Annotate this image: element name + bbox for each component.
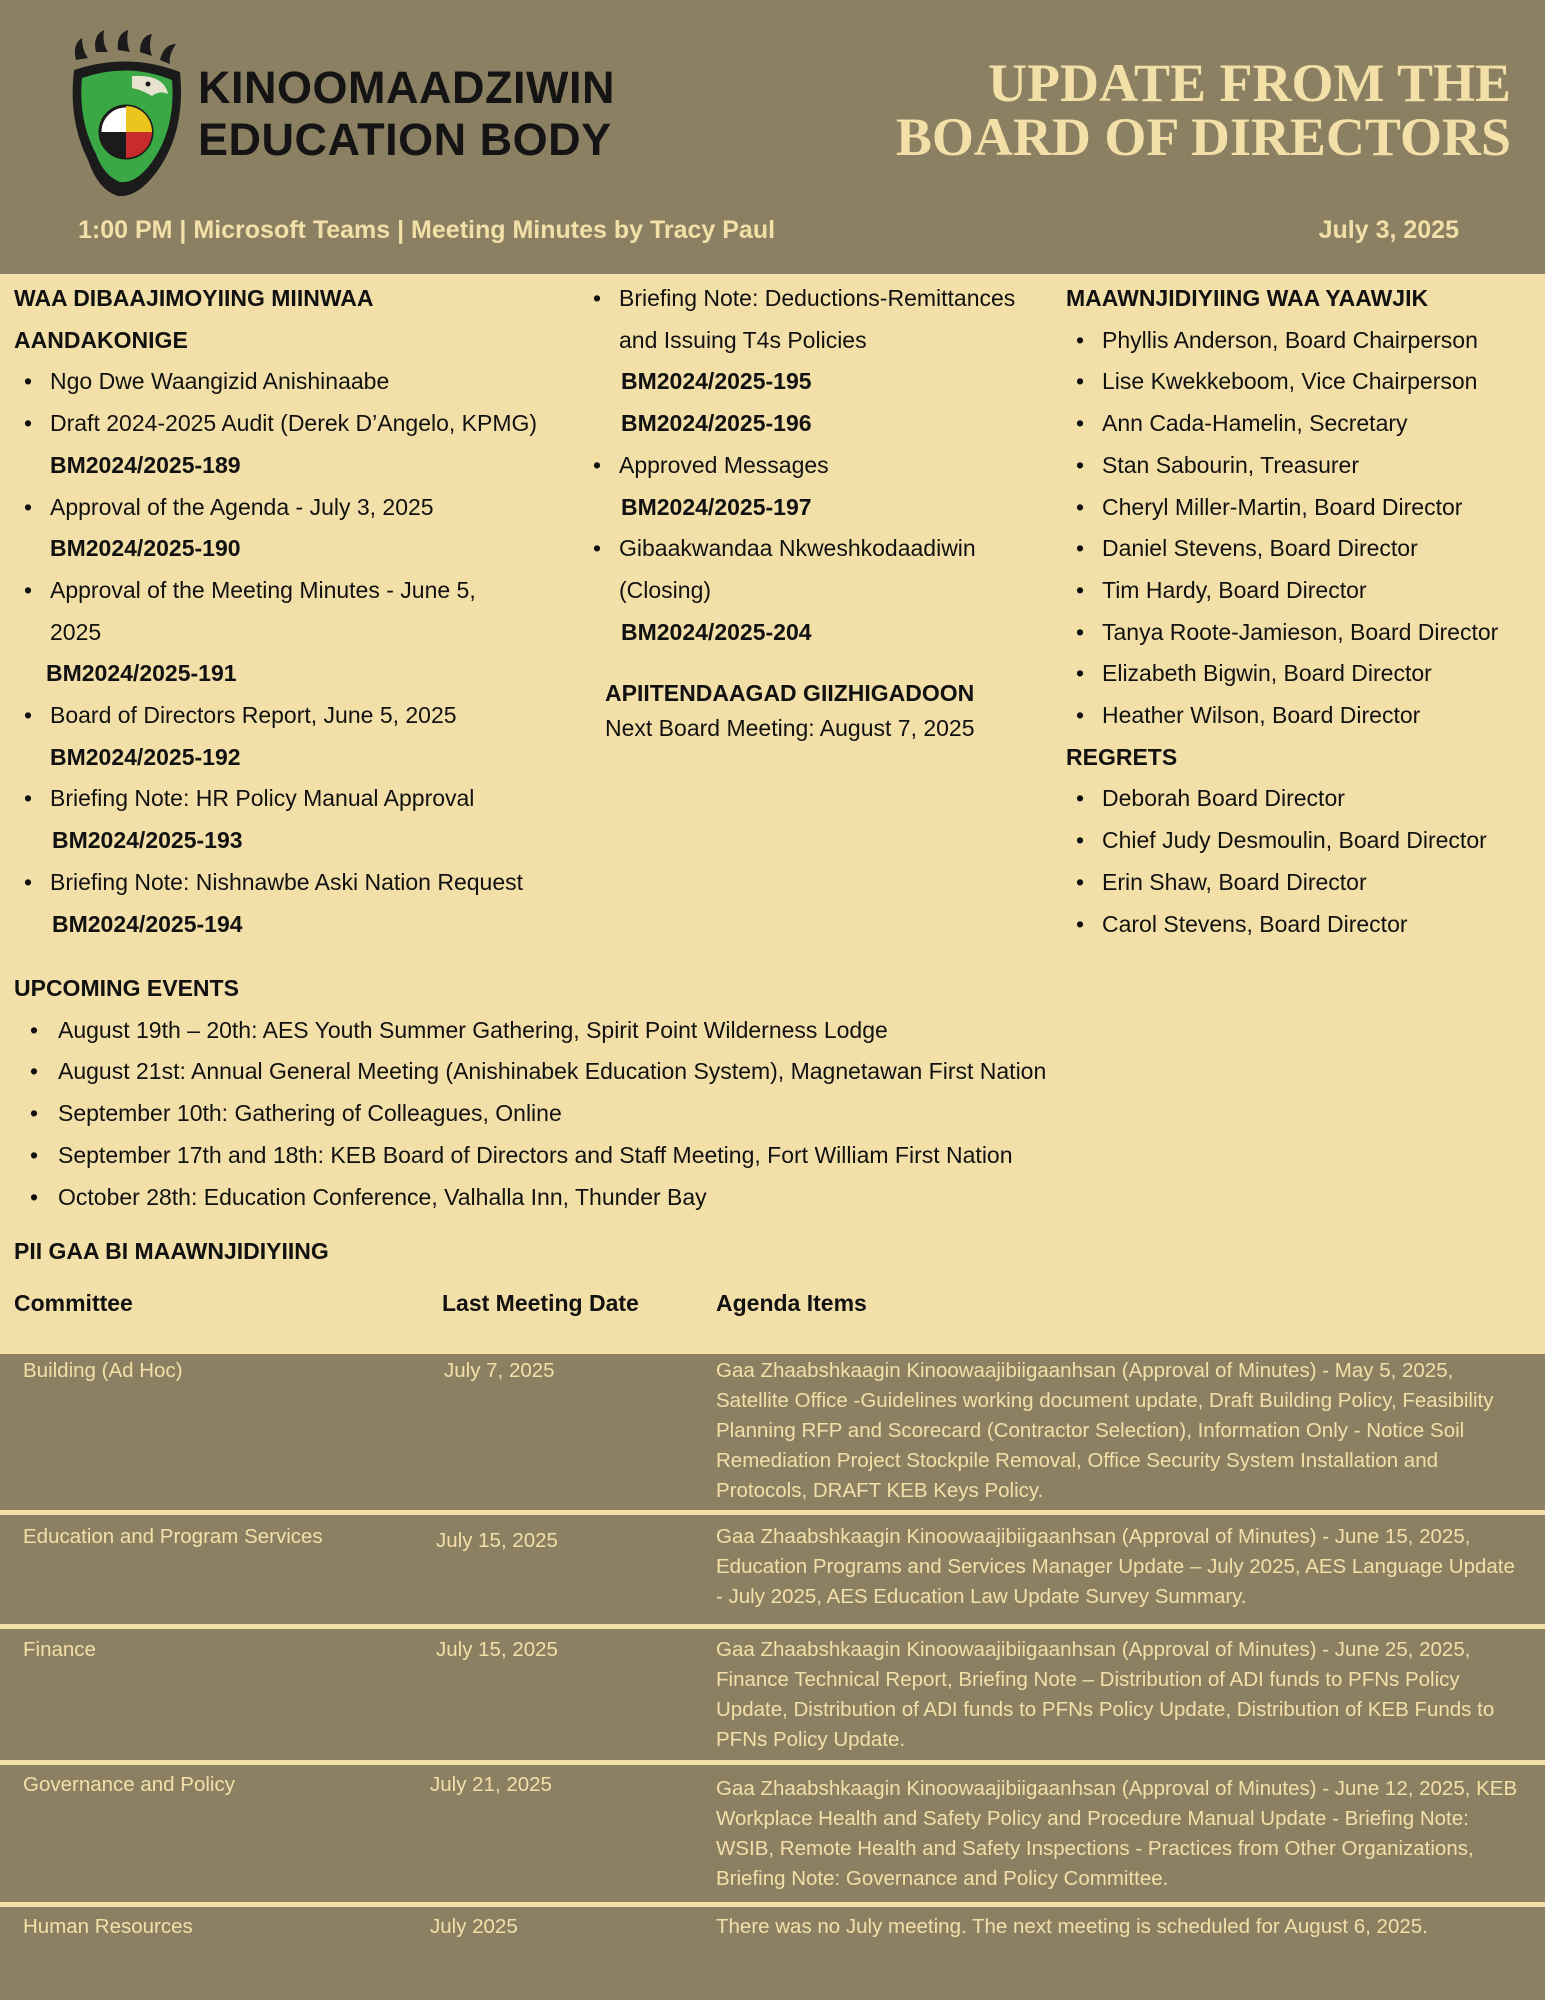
committee-date: July 7, 2025 [444,1359,555,1382]
committees-heading: PII GAA BI MAAWNJIDIYIING [14,1238,329,1264]
committees-table [0,1354,1545,2000]
agenda-column-2 [583,278,1043,745]
committee-agenda: There was no July meeting. The next meeting is scheduled for August 6, 2025. [716,1915,1428,1938]
motion-code: BM2024/2025-191 [46,660,237,687]
page-title-line2: BOARD OF DIRECTORS [895,107,1511,167]
committee-agenda: Gaa Zhaabshkaagin Kinoowaajibiigaanhsan (Approval of Minutes) - May 5, 2025, Satellite Office -Guidelines working document update, Draft Building Policy, Feasibility Planning RFP and Scorecard (Contractor Selection), Information Only - Notice Soil Remediation Project Stockpile Removal, Office Security System Installation and Protocols, DRAFT KEB Keys Policy. [716,1359,1494,1502]
regrets-list [1066,778,1536,945]
agenda-column [14,278,574,945]
attendee: • Ann Cada-Hamelin, Secretary [1066,403,1536,445]
motion-code: BM2024/2025-193 [52,827,243,854]
agenda-item: • Gibaakwandaa Nkweshkodaadiwin (Closing) [583,528,1039,611]
attendee: • Tim Hardy, Board Director [1066,570,1536,612]
committee-name: Human Resources [23,1915,193,1938]
motion-code: BM2024/2025-194 [52,910,243,937]
row-divider [0,1902,1545,1907]
event-item: • October 28th: Education Conference, Valhalla Inn, Thunder Bay [14,1177,1214,1219]
committee-name: Finance [23,1638,96,1661]
committee-agenda: Gaa Zhaabshkaagin Kinoowaajibiigaanhsan (Approval of Minutes) - June 15, 2025, Education Programs and Services Manager Update – July 2025, AES Language Update - July 2025, AES Education Law Update Survey Summary. [716,1525,1515,1608]
column-header-date: Last Meeting Date [442,1290,639,1316]
upcoming-events [14,968,1214,1218]
committee-name: Education and Program Services [23,1525,323,1548]
committee-date: July 15, 2025 [436,1638,558,1661]
motion-code: BM2024/2025-197 [621,493,812,520]
committee-agenda: Gaa Zhaabshkaagin Kinoowaajibiigaanhsan (Approval of Minutes) - June 25, 2025, Finance Technical Report, Briefing Note – Distribution of ADI funds to PFNs Policy Update, Distribution of ADI funds to PFNs Policy Update, Distribution of KEB Funds to PFNs Policy Update. [716,1638,1495,1751]
regret: • Erin Shaw, Board Director [1066,862,1536,904]
org-name-line2: EDUCATION BODY [198,114,612,165]
attendee: • Heather Wilson, Board Director [1066,695,1536,737]
events-heading: UPCOMING EVENTS [14,975,239,1001]
agenda-item: • Briefing Note: HR Policy Manual Approval [14,778,574,820]
row-divider [0,1624,1545,1629]
attendees-list [1066,320,1536,737]
attendees-heading: MAAWNJIDIYIING WAA YAAWJIK [1066,285,1429,311]
event-item: • August 21st: Annual General Meeting (Anishinabek Education System), Magnetawan First Nation [14,1051,1214,1093]
bear-claw-medicine-wheel-logo-icon [68,30,188,200]
column-header-committee: Committee [14,1290,133,1316]
row-divider [0,1760,1545,1765]
next-meeting-text: Next Board Meeting: August 7, 2025 [605,715,975,742]
page-title [895,53,1511,167]
next-meeting-heading: APIITENDAAGAD GIIZHIGADOON [605,680,975,707]
attendee: • Daniel Stevens, Board Director [1066,528,1536,570]
regret: • Chief Judy Desmoulin, Board Director [1066,820,1536,862]
agenda-item: • Approval of the Agenda - July 3, 2025 [14,487,574,529]
motion-code: BM2024/2025-195 [621,368,812,395]
event-item: • September 10th: Gathering of Colleagues, Online [14,1093,1214,1135]
attendee: • Stan Sabourin, Treasurer [1066,445,1536,487]
attendee: • Tanya Roote-Jamieson, Board Director [1066,612,1536,654]
agenda-item: • Approval of the Meeting Minutes - June 5, 2025 [14,570,520,653]
committee-date: July 21, 2025 [430,1773,552,1796]
motion-code: BM2024/2025-204 [621,618,812,645]
agenda-item: • Draft 2024-2025 Audit (Derek D’Angelo, KPMG) [14,403,574,445]
agenda-heading-line1: WAA DIBAAJIMOYIING MIINWAA [14,285,374,311]
column-header-agenda: Agenda Items [716,1290,867,1316]
attendee: • Phyllis Anderson, Board Chairperson [1066,320,1536,362]
motion-code: BM2024/2025-196 [621,410,812,437]
committee-name: Governance and Policy [23,1773,235,1796]
org-name-line1: KINOOMAADZIWIN [198,62,615,113]
committee-date: July 15, 2025 [436,1529,558,1552]
events-list [14,1010,1214,1219]
header-banner [0,0,1545,274]
agenda-heading-line2: AANDAKONIGE [14,326,188,353]
regret: • Deborah Board Director [1066,778,1536,820]
meeting-date: July 3, 2025 [1318,216,1459,244]
meeting-meta: 1:00 PM | Microsoft Teams | Meeting Minutes by Tracy Paul [78,216,776,244]
committee-date: July 2025 [430,1915,518,1938]
agenda-list-2 [583,278,1043,653]
agenda-item: • Approved Messages [583,445,1043,487]
committee-agenda: Gaa Zhaabshkaagin Kinoowaajibiigaanhsan (Approval of Minutes) - June 12, 2025, KEB Workplace Health and Safety Policy and Procedure Manual Update - Briefing Note: WSIB, Remote Health and Safety Inspections - Practices from Other Organizations, Briefing Note: Governance and Policy Committee. [716,1777,1518,1890]
agenda-item: • Board of Directors Report, June 5, 2025 [14,695,574,737]
motion-code: BM2024/2025-189 [50,451,241,478]
agenda-item: • Ngo Dwe Waangizid Anishinaabe [14,361,574,403]
motion-code: BM2024/2025-190 [50,535,241,562]
attendees-column [1066,278,1536,945]
agenda-item: • Briefing Note: Nishnawbe Aski Nation Request [14,862,574,904]
event-item: • September 17th and 18th: KEB Board of Directors and Staff Meeting, Fort William First Nation [14,1135,1214,1177]
org-name [198,62,615,166]
attendee: • Elizabeth Bigwin, Board Director [1066,653,1536,695]
event-item: • August 19th – 20th: AES Youth Summer Gathering, Spirit Point Wilderness Lodge [14,1010,1214,1052]
motion-code: BM2024/2025-192 [50,743,241,770]
regrets-heading: REGRETS [1066,743,1178,770]
agenda-list [14,361,574,945]
attendee: • Lise Kwekkeboom, Vice Chairperson [1066,361,1536,403]
row-divider [0,1510,1545,1515]
page-title-line1: UPDATE FROM THE [987,53,1511,113]
attendee: • Cheryl Miller-Martin, Board Director [1066,487,1536,529]
agenda-item: • Briefing Note: Deductions-Remittances and Issuing T4s Policies [583,278,1059,361]
committee-name: Building (Ad Hoc) [23,1359,183,1382]
regret: • Carol Stevens, Board Director [1066,904,1536,946]
